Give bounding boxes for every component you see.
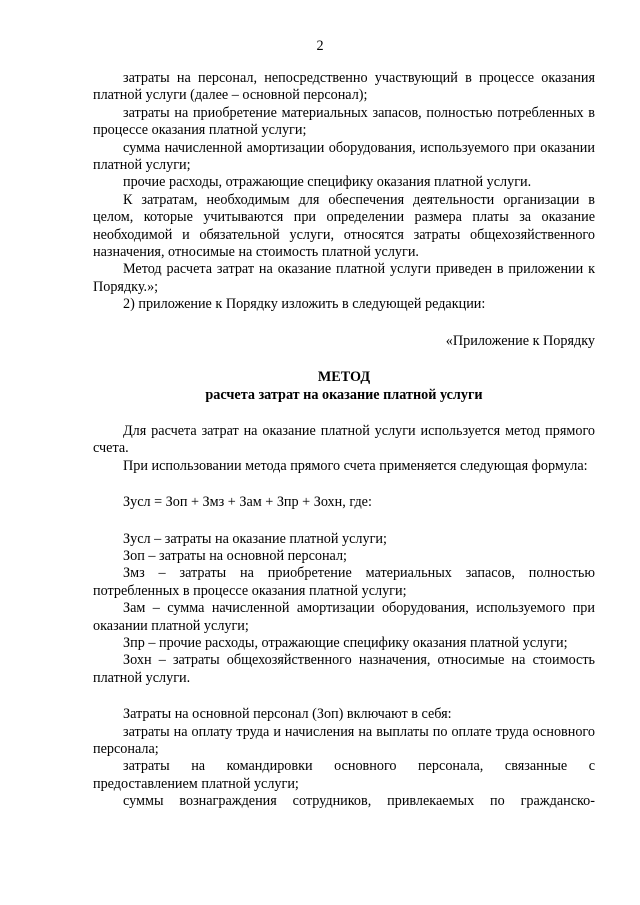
paragraph: Для расчета затрат на оказание платной услуги используется метод прямого счета.: [93, 422, 595, 457]
definition-item: Зусл – затраты на оказание платной услуги;: [123, 530, 387, 547]
paragraph: затраты на командировки основного персонала, связанные с предоставлением платной услуги;: [93, 758, 595, 792]
paragraph: При использовании метода прямого счета применяется следующая формула:: [123, 457, 588, 474]
paragraph: затраты на приобретение материальных запасов, полностью потребленных в процессе оказания платной услуги;: [93, 104, 595, 139]
definition-item: Зоп – затраты на основной персонал;: [123, 547, 347, 564]
paragraph: затраты на персонал, непосредственно участвующий в процессе оказания платной услуги (далее – основной персонал);: [93, 70, 595, 104]
definition-item: Зпр – прочие расходы, отражающие специфику оказания платной услуги;: [123, 634, 568, 651]
document-body: [93, 70, 595, 811]
page-number: 2: [316, 38, 324, 54]
paragraph: прочие расходы, отражающие специфику оказания платной услуги.: [123, 174, 532, 191]
formula: Зусл = Зоп + Змз + Зам + Зпр + Зохн, где:: [123, 494, 372, 511]
definition-item: Змз – затраты на приобретение материальных запасов, полностью потребленных в процессе оказания платной услуги;: [93, 565, 595, 599]
paragraph: Метод расчета затрат на оказание платной услуги приведен в приложении к Порядку.»;: [93, 261, 595, 295]
paragraph: 2) приложение к Порядку изложить в следующей редакции:: [123, 296, 486, 313]
definition-item: Зам – сумма начисленной амортизации оборудования, используемого при оказании платной услуги;: [93, 600, 595, 634]
paragraph: К затратам, необходимым для обеспечения деятельности организации в целом, которые учитываются при определении размера платы за оказание необходимой и обязательной услуги, относятся затраты общехозяйственного назначения, относимые на стоимость платной услуги.: [93, 191, 595, 261]
paragraph: Затраты на основной персонал (Зоп) включают в себя:: [123, 706, 452, 723]
doc-title: МЕТОД: [317, 369, 371, 386]
paragraph: суммы вознаграждения сотрудников, привлекаемых по гражданско-: [123, 793, 595, 810]
definition-item: Зохн – затраты общехозяйственного назначения, относимые на стоимость платной услуги.: [93, 652, 595, 686]
doc-subtitle: расчета затрат на оказание платной услуги: [205, 386, 483, 403]
paragraph: сумма начисленной амортизации оборудования, используемого при оказании платной услуги;: [93, 139, 595, 174]
appendix-label: «Приложение к Порядку: [445, 332, 595, 349]
paragraph: затраты на оплату труда и начисления на выплаты по оплате труда основного персонала;: [93, 723, 595, 757]
